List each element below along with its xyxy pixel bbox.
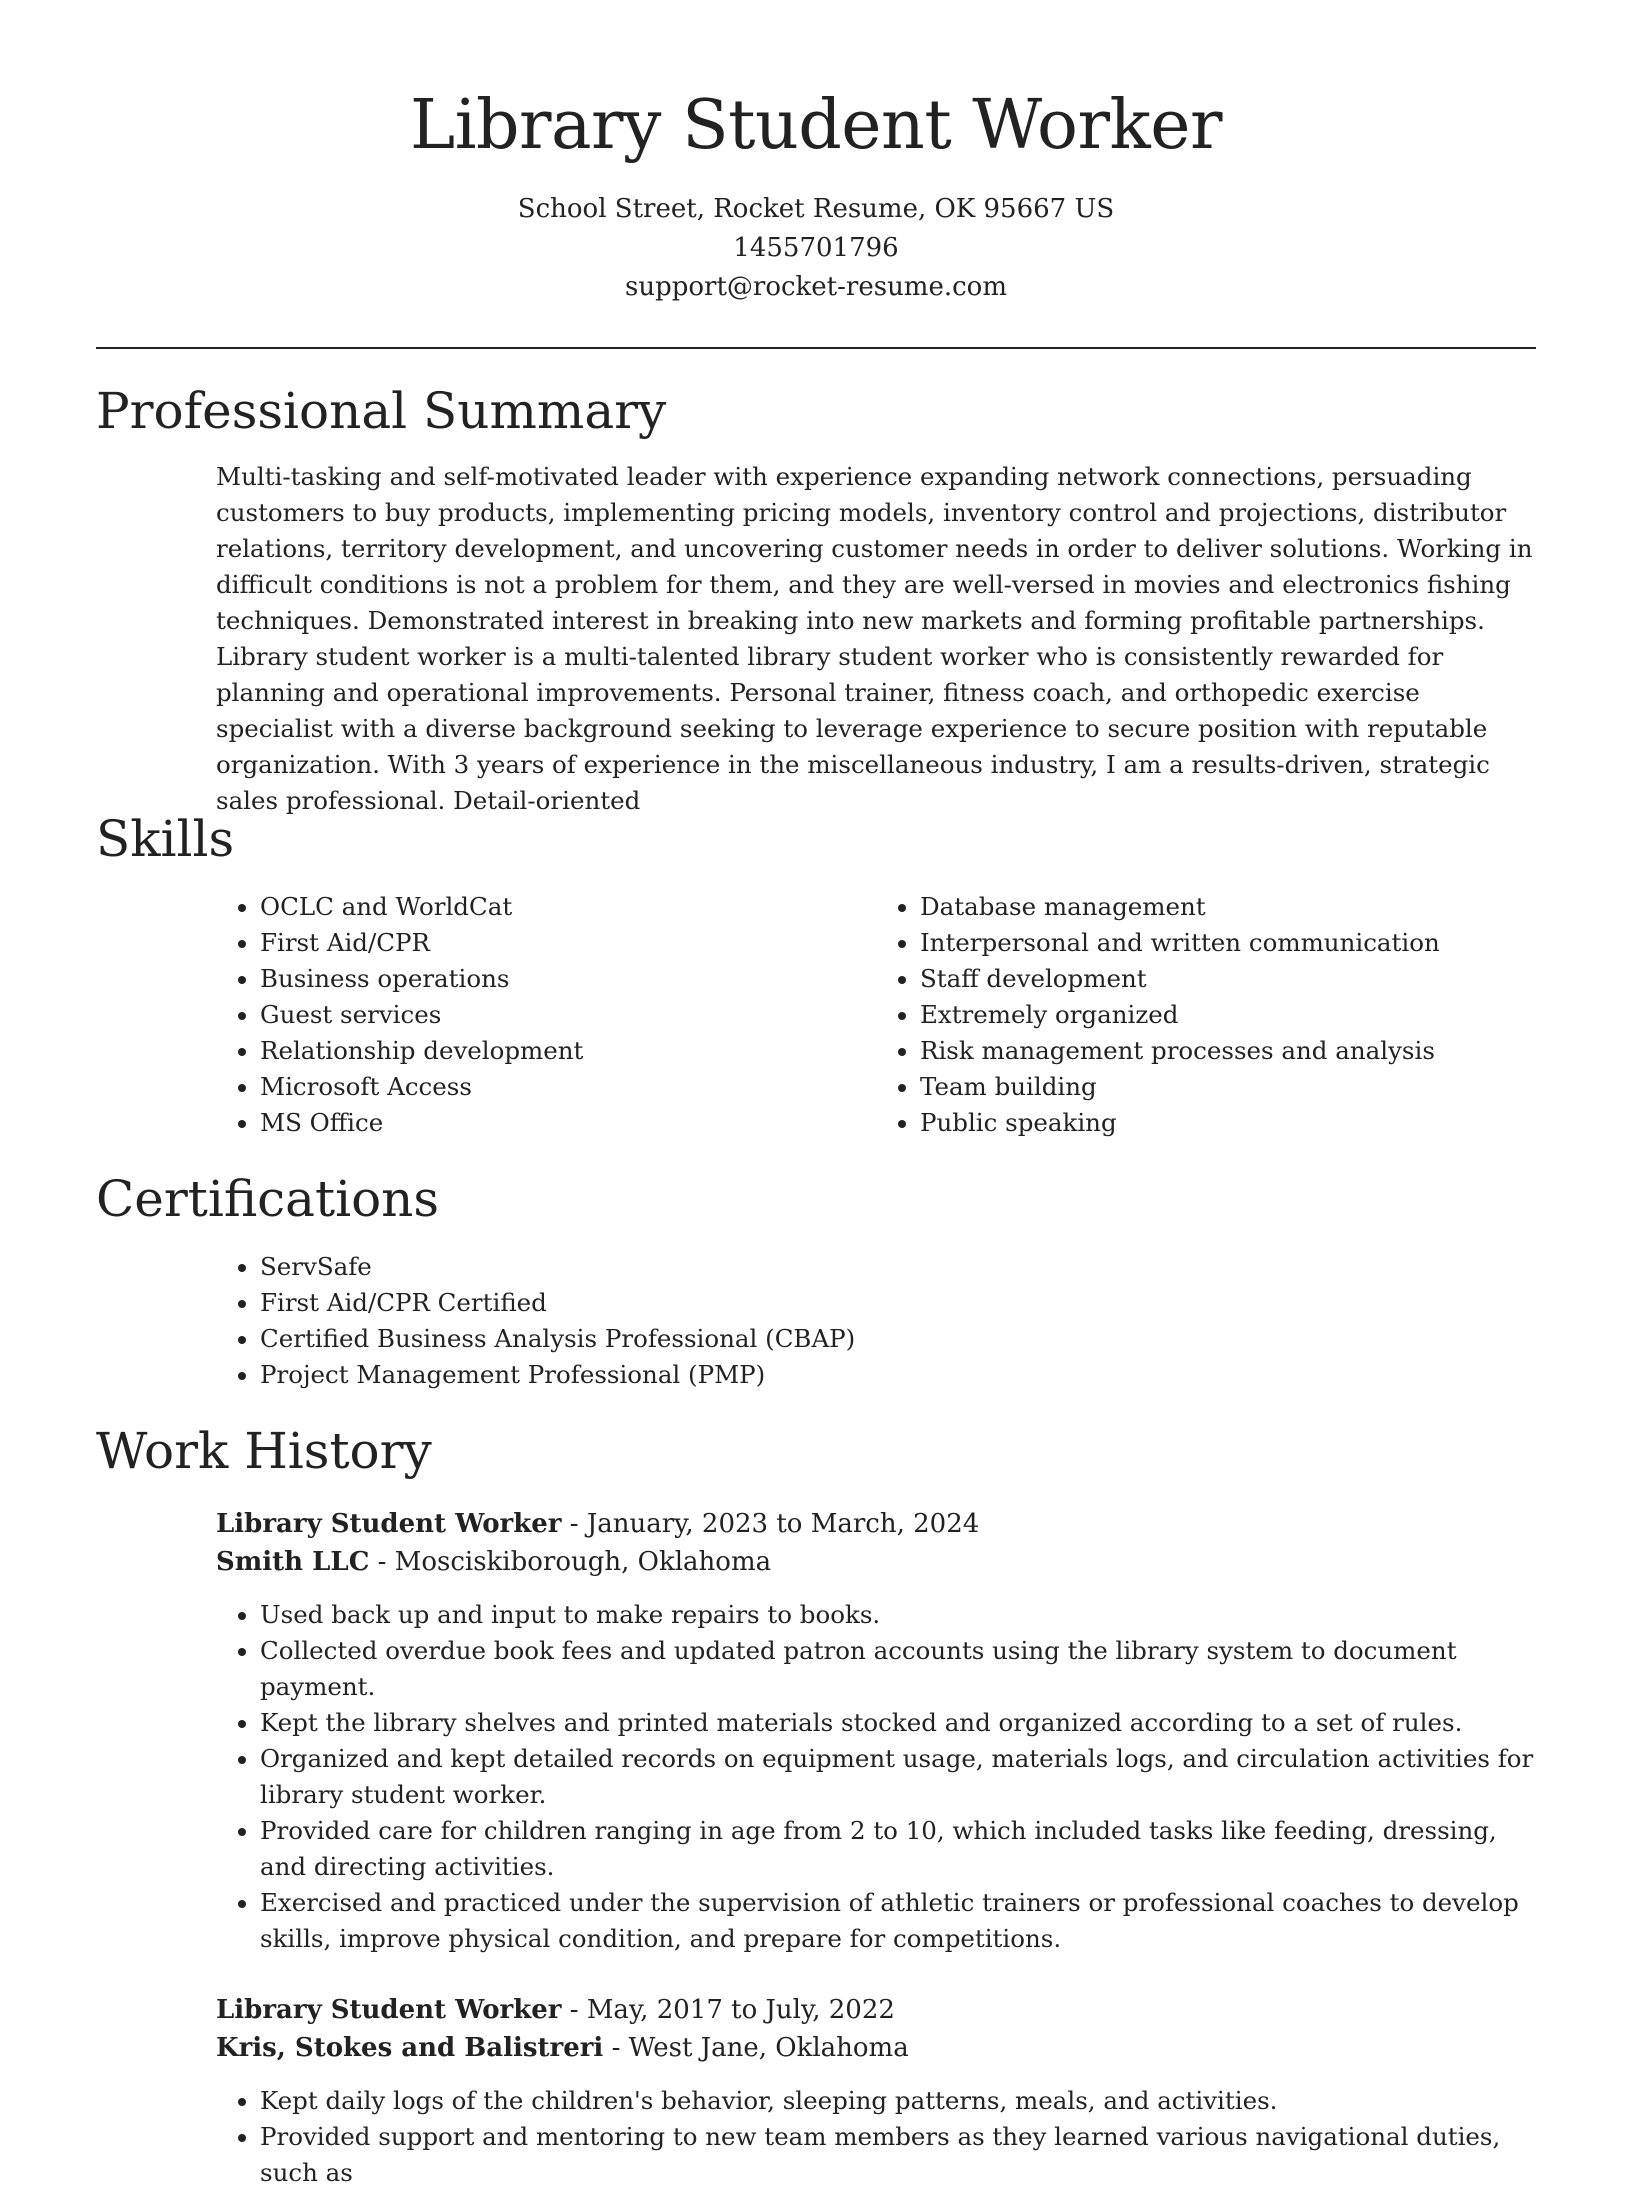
job-role: Library Student Worker [216, 1509, 562, 1539]
certifications-body [216, 1249, 1536, 1393]
address: School Street, Rocket Resume, OK 95667 US [517, 194, 1115, 224]
job-duty-item: • Kept the library shelves and printed materials stocked and organized according to a set of rules. [260, 1705, 1536, 1741]
job-duty-item: • Kept daily logs of the children's behavior, sleeping patterns, meals, and activities. [260, 2083, 1536, 2119]
skill-item: • Interpersonal and written communication [920, 925, 1536, 961]
resume-header [96, 0, 1536, 307]
section-title-work: Work History [96, 1422, 432, 1480]
skill-item: • Guest services [260, 997, 876, 1033]
job-company: Smith LLC [216, 1547, 370, 1577]
work-history-list [96, 1505, 1536, 2191]
skill-item: • Public speaking [920, 1105, 1536, 1141]
candidate-name: Library Student Worker [410, 86, 1222, 165]
job-duty-item: • Organized and kept detailed records on equipment usage, materials logs, and circulation activities for library student worker. [260, 1741, 1536, 1813]
certifications-list [216, 1249, 1536, 1393]
skills-columns [216, 889, 1536, 1141]
job-entry [216, 1991, 1536, 2191]
certification-item: • ServSafe [260, 1249, 1536, 1285]
skills-list-left [216, 889, 876, 1141]
job-duty-item: • Used back up and input to make repairs to books. [260, 1597, 1536, 1633]
job-location: - West Jane, Oklahoma [603, 2033, 909, 2063]
work-section [96, 1419, 1536, 2191]
job-title-line [216, 1505, 1536, 1543]
phone: 1455701796 [733, 233, 899, 263]
job-duties-list [216, 2083, 1536, 2191]
skills-list-right [876, 889, 1536, 1141]
job-duty-item: • Exercised and practiced under the supervision of athletic trainers or professional coaches to develop skills, improve physical condition, and prepare for competitions. [260, 1885, 1536, 1957]
email: support@rocket-resume.com [624, 272, 1007, 302]
contact-info [96, 190, 1536, 307]
summary-text: Multi-tasking and self-motivated leader with experience expanding network connections, persuading customers to buy products, implementing pricing models, inventory control and projections, distributor relations, territory development, and uncovering customer needs in order to deliver solutions. Working in difficult conditions is not a problem for them, and they are well-versed in movies and electronics fishing techniques. Demonstrated interest in breaking into new markets and forming profitable partnerships. Library student worker is a multi-talented library student worker who is consistently rewarded for planning and operational improvements. Personal trainer, fitness coach, and orthopedic exercise specialist with a diverse background seeking to leverage experience to secure position with reputable organization. With 3 years of experience in the miscellaneous industry, I am a results-driven, strategic sales professional. Detail-oriented [216, 462, 1533, 815]
job-entry [216, 1505, 1536, 1957]
skill-item: • MS Office [260, 1105, 876, 1141]
job-company-line [216, 2029, 1536, 2067]
certification-item: • Certified Business Analysis Professional (CBAP) [260, 1321, 1536, 1357]
job-duty-item: • Collected overdue book fees and updated patron accounts using the library system to document payment. [260, 1633, 1536, 1705]
job-location: - Mosciskiborough, Oklahoma [369, 1547, 772, 1577]
job-title-line [216, 1991, 1536, 2029]
job-duty-item: • Provided care for children ranging in age from 2 to 10, which included tasks like feeding, dressing, and directing activities. [260, 1813, 1536, 1885]
skill-item: • Staff development [920, 961, 1536, 997]
certification-item: • Project Management Professional (PMP) [260, 1357, 1536, 1393]
job-dates: - May, 2017 to July, 2022 [561, 1995, 895, 2025]
section-title-certifications: Certifications [96, 1170, 440, 1228]
skill-item: • Extremely organized [920, 997, 1536, 1033]
skills-section [96, 807, 1536, 1141]
skill-item: • Database management [920, 889, 1536, 925]
header-divider [96, 347, 1536, 349]
resume-page [96, 0, 1536, 2191]
summary-section [96, 379, 1536, 815]
section-title-skills: Skills [96, 810, 235, 868]
skill-item: • Microsoft Access [260, 1069, 876, 1105]
job-role: Library Student Worker [216, 1995, 562, 2025]
certification-item: • First Aid/CPR Certified [260, 1285, 1536, 1321]
skill-item: • Relationship development [260, 1033, 876, 1069]
job-company: Kris, Stokes and Balistreri [216, 2033, 604, 2063]
skill-item: • OCLC and WorldCat [260, 889, 876, 925]
skill-item: • Team building [920, 1069, 1536, 1105]
job-duty-item: • Provided support and mentoring to new team members as they learned various navigational duties, such as [260, 2119, 1536, 2191]
certifications-section [96, 1167, 1536, 1393]
skill-item: • First Aid/CPR [260, 925, 876, 961]
skill-item: • Business operations [260, 961, 876, 997]
job-company-line [216, 1543, 1536, 1581]
job-duties-list [216, 1597, 1536, 1957]
section-title-summary: Professional Summary [96, 382, 667, 440]
skill-item: • Risk management processes and analysis [920, 1033, 1536, 1069]
job-dates: - January, 2023 to March, 2024 [561, 1509, 980, 1539]
